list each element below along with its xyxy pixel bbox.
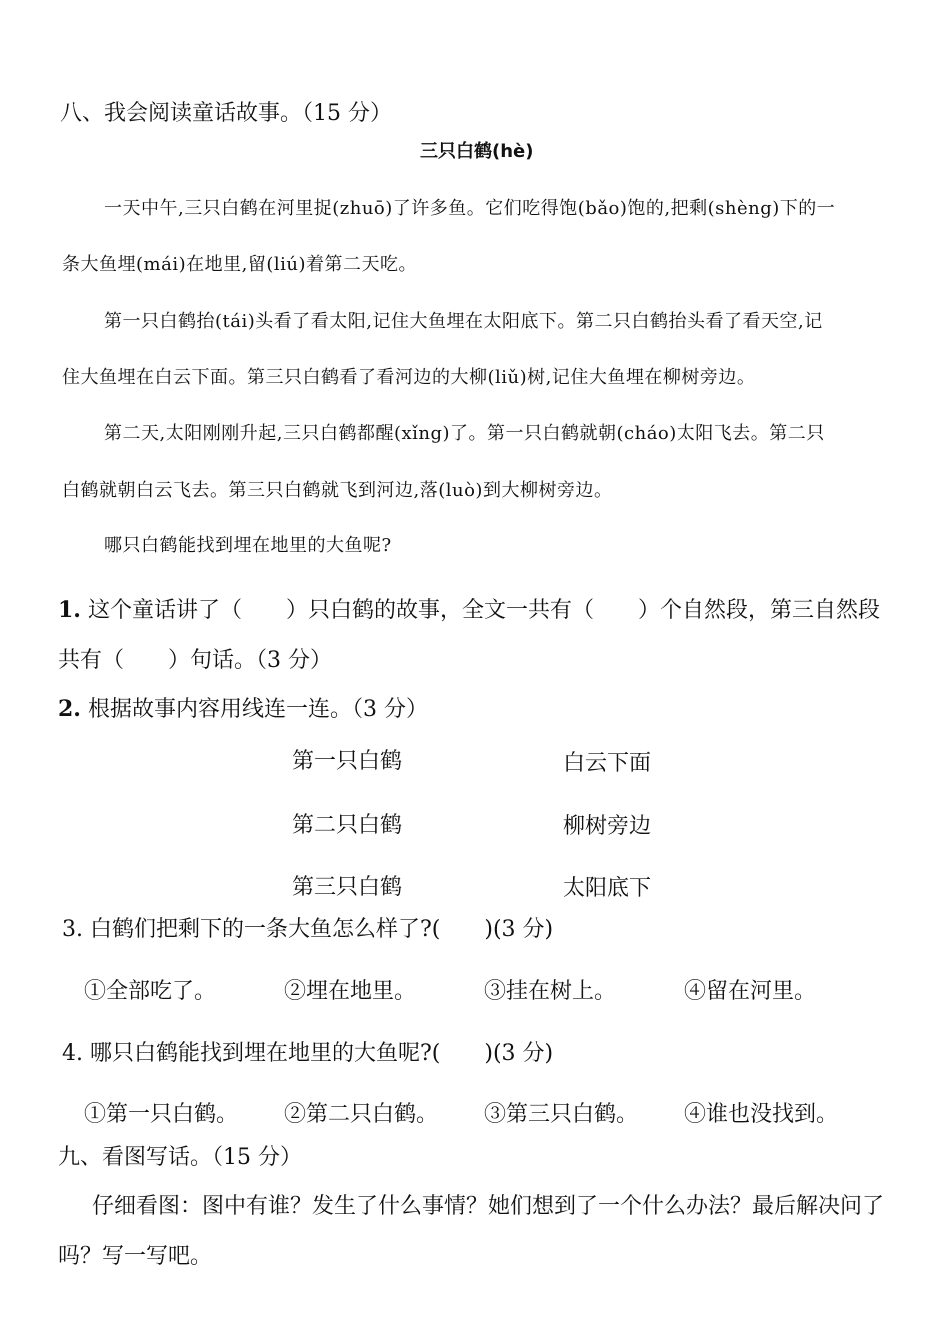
story-paragraph-1-line-2: 条大鱼埋(mái)在地里,留(liú)着第二天吃。 bbox=[62, 254, 417, 275]
story-title: 三只白鹤(hè) bbox=[420, 141, 534, 162]
match-right-item-3[interactable]: 太阳底下 bbox=[563, 876, 652, 901]
section-9-heading: 九、看图写话。（15 分） bbox=[58, 1145, 302, 1170]
question-2 bbox=[58, 692, 428, 723]
question-4: 4. 哪只白鹤能找到埋在地里的大鱼呢?( )(3 分) bbox=[62, 1041, 554, 1066]
section-9-prompt-line-1: 仔细看图：图中有谁？发生了什么事情？她们想到了一个什么办法？最后解决问了 bbox=[92, 1194, 885, 1219]
question-4-option-2[interactable]: ②第二只白鹤。 bbox=[284, 1102, 439, 1127]
question-2-text: 根据故事内容用线连一连。（3 分） bbox=[87, 697, 428, 722]
question-3-option-3[interactable]: ③挂在树上。 bbox=[484, 979, 617, 1004]
story-paragraph-1-line-1: 一天中午,三只白鹤在河里捉(zhuō)了许多鱼。它们吃得饱(bǎo)饱的,把剩(shèng)下的一 bbox=[104, 198, 836, 219]
section-8-heading: 八、我会阅读童话故事。（15 分） bbox=[60, 101, 392, 126]
question-2-number: 2. bbox=[58, 696, 81, 722]
question-3-option-1[interactable]: ①全部吃了。 bbox=[84, 979, 217, 1004]
question-4-option-1[interactable]: ①第一只白鹤。 bbox=[84, 1102, 239, 1127]
question-4-option-4[interactable]: ④谁也没找到。 bbox=[684, 1102, 839, 1127]
match-left-item-3[interactable]: 第三只白鹤 bbox=[292, 875, 403, 900]
question-1-line-1 bbox=[58, 593, 880, 624]
section-9-prompt-line-2: 吗？写一写吧。 bbox=[58, 1244, 213, 1269]
match-right-item-2[interactable]: 柳树旁边 bbox=[563, 814, 652, 839]
question-3-option-2[interactable]: ②埋在地里。 bbox=[284, 979, 417, 1004]
story-paragraph-3-line-1: 第二天,太阳刚刚升起,三只白鹤都醒(xǐng)了。第一只白鹤就朝(cháo)太阳飞去。第二只 bbox=[104, 423, 825, 444]
question-4-option-3[interactable]: ③第三只白鹤。 bbox=[484, 1102, 639, 1127]
story-paragraph-4: 哪只白鹤能找到埋在地里的大鱼呢? bbox=[104, 535, 392, 556]
story-paragraph-3-line-2: 白鹤就朝白云飞去。第三只白鹤就飞到河边,落(luò)到大柳树旁边。 bbox=[62, 480, 613, 501]
question-1-line-2: 共有（ ）句话。（3 分） bbox=[58, 648, 332, 673]
question-3: 3. 白鹤们把剩下的一条大鱼怎么样了?( )(3 分) bbox=[62, 917, 554, 942]
match-right-item-1[interactable]: 白云下面 bbox=[563, 751, 652, 776]
question-1-text: 这个童话讲了（ ）只白鹤的故事，全文一共有（ ）个自然段，第三自然段 bbox=[87, 598, 880, 623]
story-paragraph-2-line-2: 住大鱼埋在白云下面。第三只白鹤看了看河边的大柳(liǔ)树,记住大鱼埋在柳树旁边。 bbox=[62, 367, 756, 388]
question-3-option-4[interactable]: ④留在河里。 bbox=[684, 979, 817, 1004]
match-left-item-2[interactable]: 第二只白鹤 bbox=[292, 813, 403, 838]
story-paragraph-2-line-1: 第一只白鹤抬(tái)头看了看太阳,记住大鱼埋在太阳底下。第二只白鹤抬头看了看天空,记 bbox=[104, 311, 823, 332]
match-left-item-1[interactable]: 第一只白鹤 bbox=[292, 749, 403, 774]
question-1-number: 1. bbox=[58, 597, 81, 623]
